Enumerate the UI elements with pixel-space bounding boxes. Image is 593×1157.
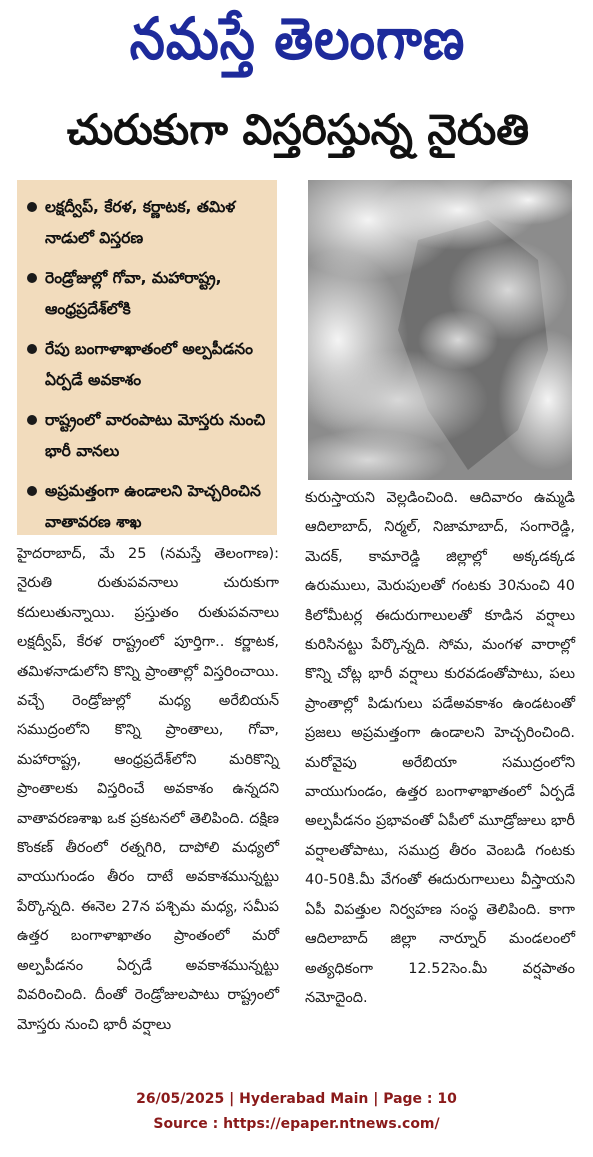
highlight-item: [25, 476, 269, 538]
highlights-box: [17, 180, 277, 535]
bullet-icon: [27, 273, 37, 283]
article-body-left-column: హైదరాబాద్, మే 25 (నమస్తే తెలంగాణ): నైరుతి రుతుపవనాలు చురుకుగా కదులుతున్నాయి. ప్రస్తుతం రుతుపవనాలు లక్షద్వీప్, కేరళ రాష్ట్రంలో పూర్తిగా.. కర్ణాటక, తమిళనాడులోని కొన్ని ప్రాంతాల్లో విస్తరించాయి. వచ్చే రెండ్రోజుల్లో మధ్య అరేబియన్ సముద్రంలోని కొన్ని ప్రాంతాలు, గోవా, మహారాష్ట్ర, ఆంధ్రప్రదేశ్‌లోని మరికొన్ని ప్రాంతాలకు విస్తరించే అవకాశం ఉన్నదని వాతావరణశాఖ ఒక ప్రకటనలో తెలిపింది. దక్షిణ కొంకణ్ తీరంలో రత్నగిరి, దాపోలి మధ్యలో వాయుగుండం తీరం దాటే అవకాశమున్నట్టు పేర్కొన్నది. ఈనెల 27న పశ్చిమ మధ్య, సమీప ఉత్తర బంగాళాఖాతం ప్రాంతంలో మరో అల్పపీడనం ఏర్పడే అవకాశమున్నట్టు వివరించింది. దీంతో రెండ్రోజులపాటు రాష్ట్రంలో మోస్తరు నుంచి భారీ వర్షాలు: [17, 546, 279, 1033]
newspaper-masthead: నమస్తే తెలంగాణ: [129, 5, 466, 73]
source-url: Source : https://epaper.ntnews.com/: [153, 1116, 440, 1132]
highlight-text: రాష్ట్రంలో వారంపాటు మోస్తరు నుంచి భారీ వానలు: [45, 411, 266, 460]
bullet-icon: [27, 486, 37, 496]
satellite-cloud-photo: [308, 180, 572, 480]
highlight-text: అప్రమత్తంగా ఉండాలని హెచ్చరించిన వాతావరణ శాఖ: [45, 482, 261, 531]
highlight-item: [25, 192, 269, 254]
highlight-text: రేపు బంగాళాఖాతంలో అల్పపీడనం ఏర్పడే అవకాశం: [45, 340, 254, 389]
edition-info: 26/05/2025 | Hyderabad Main | Page : 10: [136, 1091, 457, 1107]
highlight-item: [25, 334, 269, 396]
article-body-right-column: కురుస్తాయని వెల్లడించింది. ఆదివారం ఉమ్మడి ఆదిలాబాద్, నిర్మల్, నిజామాబాద్, సంగారెడ్డి, మెదక్, కామారెడ్డి జిల్లాల్లో అక్కడక్కడ ఉరుములు, మెరుపులతో గంటకు 30నుంచి 40 కిలోమీటర్ల ఈదురుగాలులతో కూడిన వర్షాలు కురిసినట్టు పేర్కొన్నది. సోమ, మంగళ వారాల్లో కొన్ని చోట్ల భారీ వర్షాలు కురవడంతోపాటు, పలు ప్రాంతాల్లో పిడుగులు పడేఅవకాశం ఉండటంతో ప్రజలు అప్రమత్తంగా ఉండాలని హెచ్చరించింది. మరోవైపు అరేబియా సముద్రంలోని వాయుగుండం, ఉత్తర బంగాళాఖాతంలో ఏర్పడే అల్పపీడనం ప్రభావంతో ఏపీలో మూడ్రోజులు భారీ వర్షాలతోపాటు, సముద్ర తీరం వెంబడి గంటకు 40-50కి.మీ వేగంతో ఈదురుగాలులు వీస్తాయని ఏపీ విపత్తుల నిర్వహణ సంస్థ తెలిపింది. కాగా ఆదిలాబాద్ జిల్లా నార్నూర్ మండలంలో అత్యధికంగా 12.52సెం.మీ వర్షపాతం నమోదైంది.: [305, 490, 575, 1006]
bullet-icon: [27, 415, 37, 425]
highlight-item: [25, 405, 269, 467]
highlight-text: లక్షద్వీప్, కేరళ, కర్ణాటక, తమిళ నాడులో విస్తరణ: [45, 198, 236, 247]
article-headline: చురుకుగా విస్తరిస్తున్న నైరుతి: [66, 105, 530, 154]
bullet-icon: [27, 344, 37, 354]
bullet-icon: [27, 202, 37, 212]
highlight-text: రెండ్రోజుల్లో గోవా, మహారాష్ట్ర, ఆంధ్రప్రదేశ్‌లోకి: [45, 269, 222, 318]
highlight-item: [25, 263, 269, 325]
